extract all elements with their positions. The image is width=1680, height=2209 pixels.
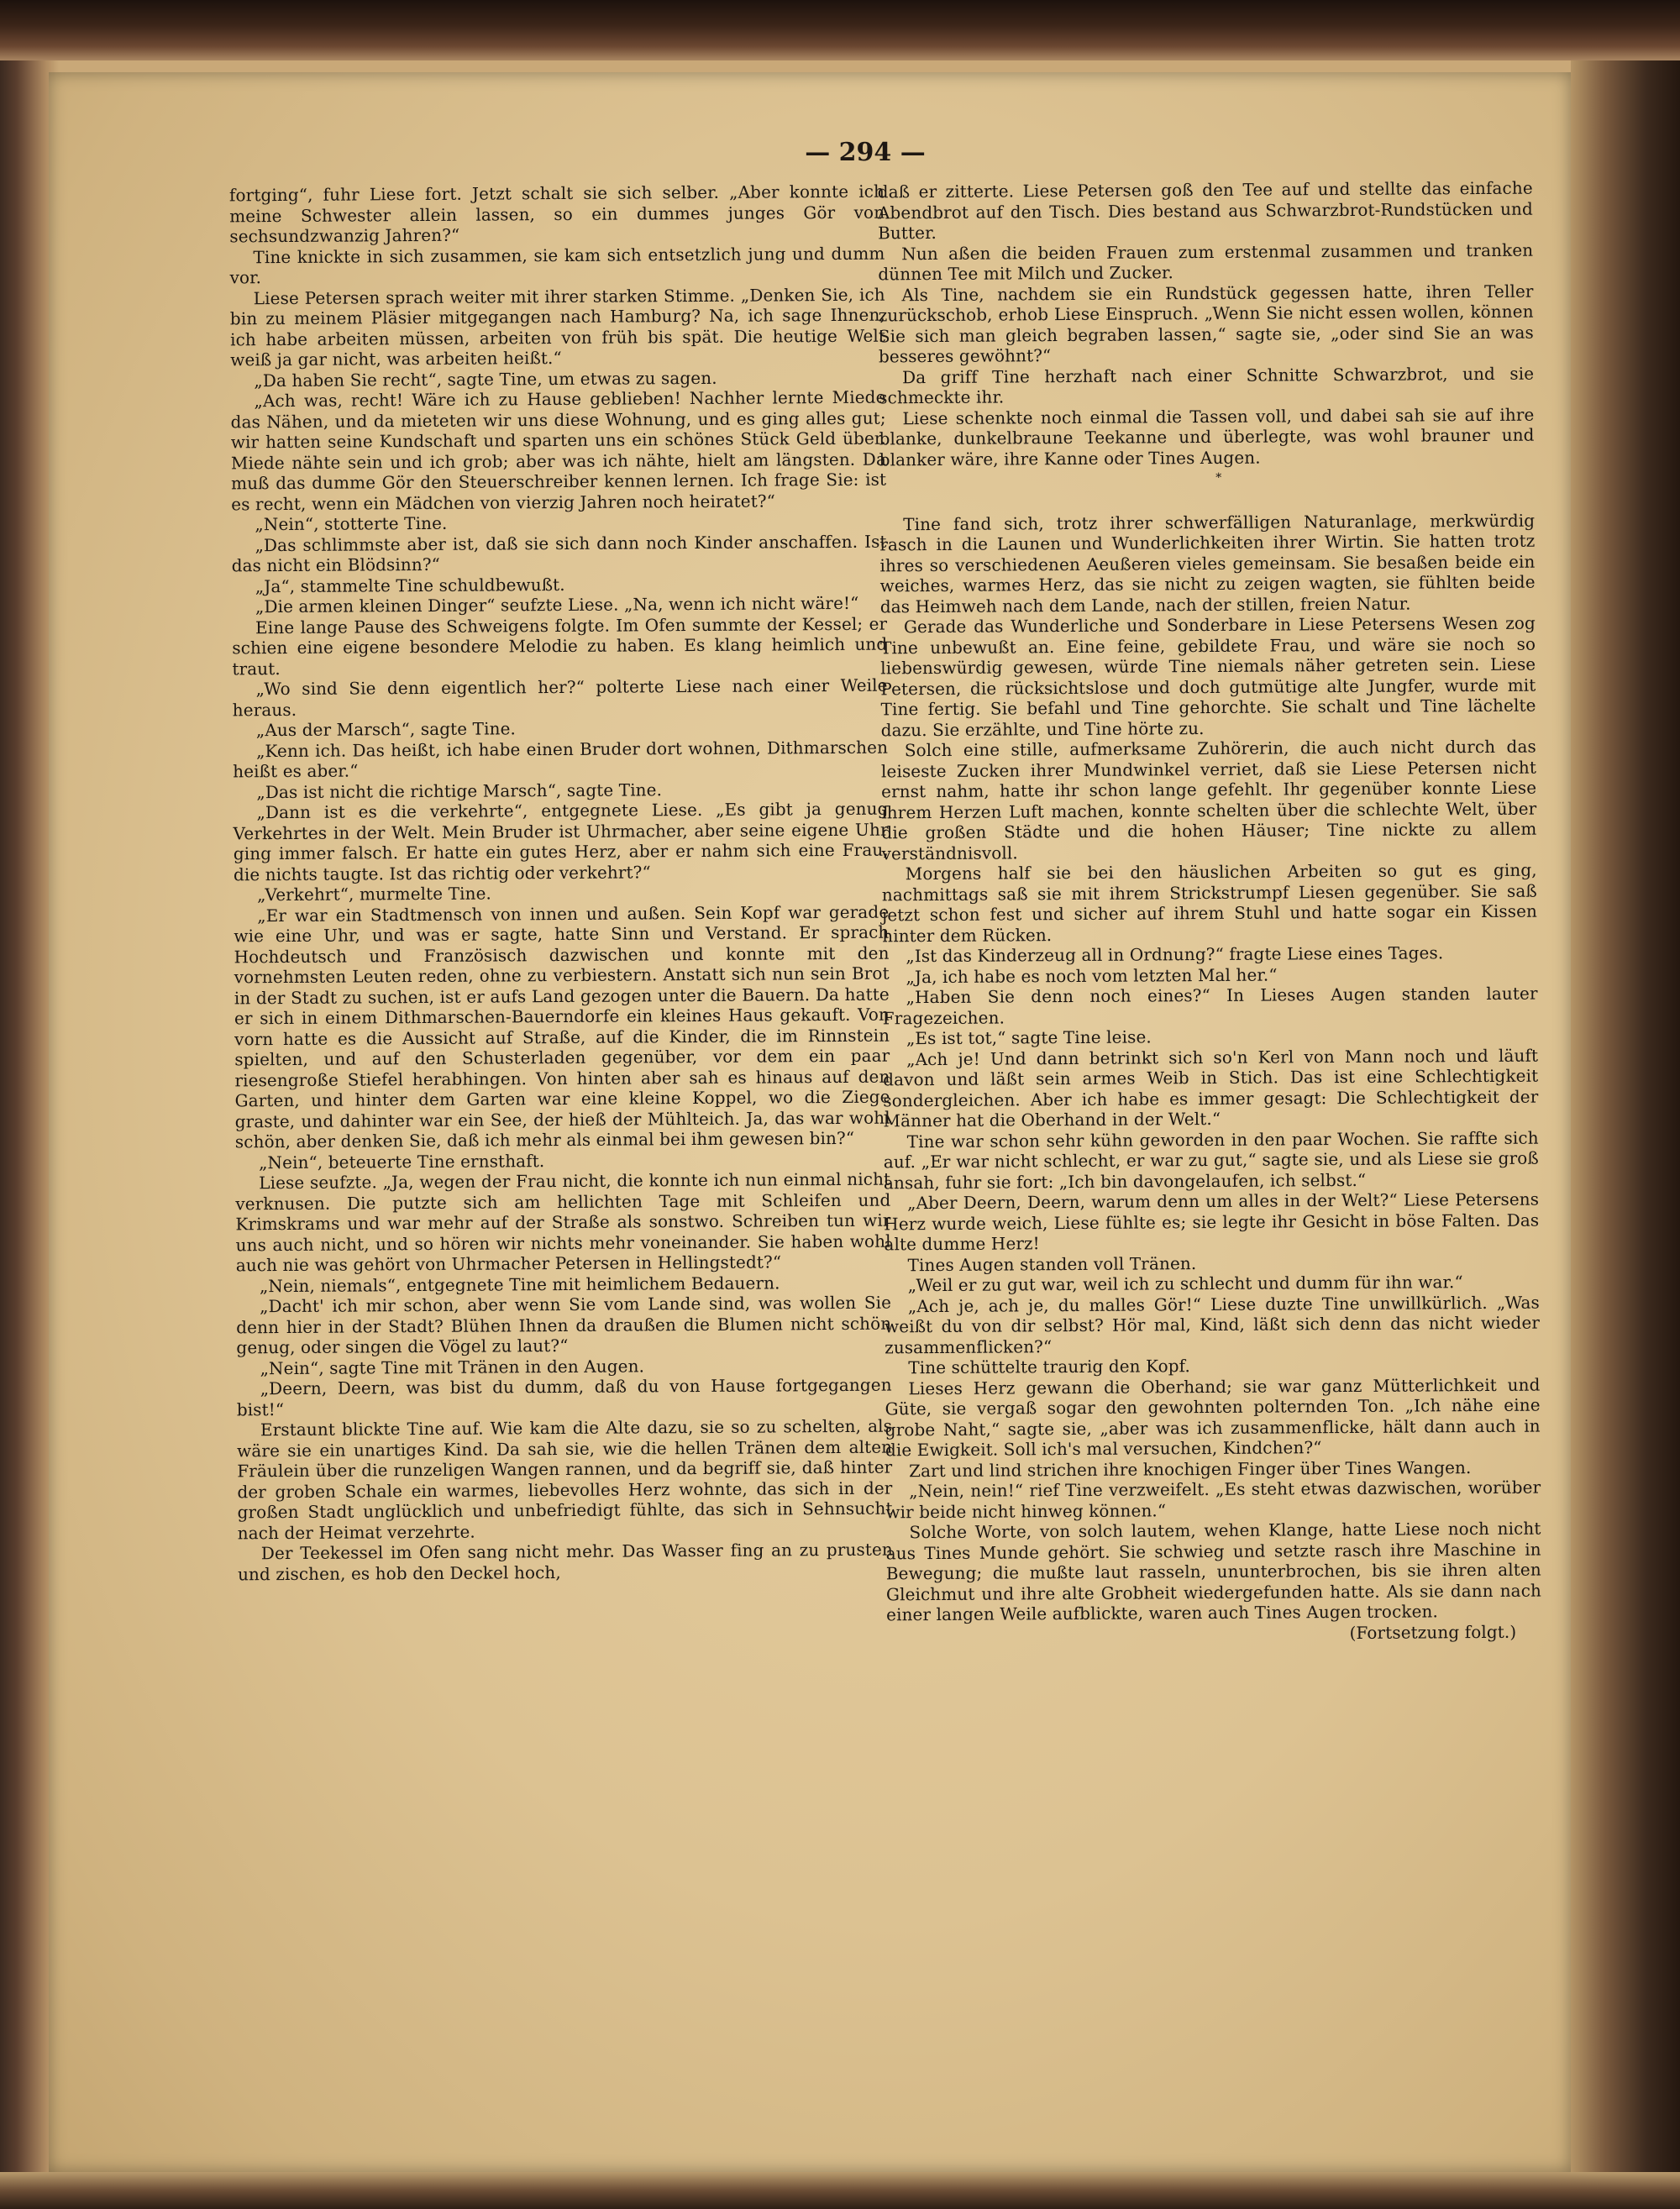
paragraph: Als Tine, nachdem sie ein Rundstück gegessen hatte, ihren Teller zurückschob, erhob Liese Einspruch. „Wenn Sie nicht essen wollen, können Sie sich man gleich begraben lassen,“ sagte sie, „oder sind Sie an was besseres gewöhnt?“ <box>878 281 1534 367</box>
paragraph: „Weil er zu gut war, weil ich zu schlecht und dumm für ihn war.“ <box>907 1272 1463 1296</box>
paragraph: Solche Worte, von solch lautem, wehen Klange, hatte Liese noch nicht aus Tines Munde gehört. Sie schwieg und setzte rasch ihre Maschine in Bewegung; die mußte laut rasseln, ununterbrochen, bis sie ihren alten Gleichmut und ihre alte Grobheit wiedergefunden hatte. Als sie dann nach einer langen Weile aufblickte, waren auch Tines Augen trocken. <box>885 1518 1542 1625</box>
paragraph: „Dann ist es die verkehrte“, entgegnete Liese. „Es gibt ja genug Verkehrtes in der Welt. Mein Bruder ist Uhrmacher, aber seine eigene Uhr ging immer falsch. Er hatte ein gutes Herz, aber er nahm sich eine Frau, die nichts taugte. Ist das richtig oder verkehrt?“ <box>233 798 889 884</box>
page-gutter-shadow <box>1571 60 1680 2209</box>
paragraph: Tine knickte in sich zusammen, sie kam sich entsetzlich jung und dumm vor. <box>229 243 885 288</box>
top-binding-band <box>0 0 1680 60</box>
paragraph: „Verkehrt“, murmelte Tine. <box>257 883 492 905</box>
paragraph: „Wo sind Sie denn eigentlich her?“ polterte Liese nach einer Weile heraus. <box>232 674 888 720</box>
paragraph: fortging“, fuhr Liese fort. Jetzt schalt sie sich selber. „Aber konnte ich meine Schwester allein lassen, so ein dummes junges Gör von sechsundzwanzig Jahren?“ <box>228 181 885 247</box>
paragraph: „Er war ein Stadtmensch von innen und außen. Sein Kopf war gerade wie eine Uhr, und was er sagte, hatte Sinn und Verstand. Er sprach Hochdeutsch und Französisch dazwischen und konnte mit den vornehmsten Leuten reden, ohne zu verbiestern. Anstatt sich nun sein Brot in der Stadt zu suchen, ist er aufs Land gezogen unter die Bauern. Da hatte er sich in einem Dithmarschen-Bauerndorfe ein kleines Haus gekauft. Von vorn hatte es die Aussicht auf Straße, auf die Kinder, die im Rinnstein spielten, und auf den Schusterladen gegenüber, vor dem ein paar riesengroße Stiefel herabhingen. Von hinten aber sah es hinaus auf den Garten, und hinter dem Garten war eine kleine Koppel, wo die Ziege graste, und dahinter war ein See, der hieß der Mühlteich. Ja, das war wohl schön, aber denken Sie, daß ich mehr als einmal bei ihm gewesen bin?“ <box>234 901 890 1152</box>
paragraph: „Deern, Deern, was bist du dumm, daß du von Hause fortgegangen bist!“ <box>236 1374 892 1419</box>
paragraph: „Kenn ich. Das heißt, ich habe einen Bruder dort wohnen, Dithmarschen heißt es aber.“ <box>233 737 889 782</box>
paragraph: „Aber Deern, Deern, warum denn um alles in der Welt?“ Liese Petersens Herz wurde weich, Liese fühlte es; sie legte ihr Gesicht in böse Falten. Das alte dumme Herz! <box>884 1188 1540 1255</box>
paragraph: „Ja, ich habe es noch vom letzten Mal her.“ <box>906 964 1278 987</box>
paragraph: „Es ist tot,“ sagte Tine leise. <box>906 1026 1152 1049</box>
paragraph: „Nein, nein!“ rief Tine verzweifelt. „Es steht etwas dazwischen, worüber wir beide nicht hinweg können.“ <box>885 1477 1541 1522</box>
paragraph: „Ist das Kinderzeug all in Ordnung?“ fragte Liese eines Tages. <box>906 942 1444 967</box>
right-text-column <box>878 178 1542 1646</box>
paragraph: Solch eine stille, aufmerksame Zuhörerin, die auch nicht durch das leiseste Zucken ihrer Mundwinkel verriet, daß sie Liese Petersen nicht ernst nahm, hatte ihr schon lange gefehlt. Ihr gegenüber konnte Liese ihrem Herzen Luft machen, konnte schelten über die schlechte Welt, über die großen Städte und die hohen Häuser; Tine nickte zu allem verständnisvoll. <box>880 736 1537 863</box>
paragraph: Tines Augen standen voll Tränen. <box>907 1252 1197 1275</box>
paragraph: Nun aßen die beiden Frauen zum erstenmal zusammen und tranken dünnen Tee mit Milch und Zucker. <box>878 239 1534 285</box>
paragraph: Zart und lind strichen ihre knochigen Finger über Tines Wangen. <box>908 1456 1472 1481</box>
paragraph: „Nein“, beteuerte Tine ernsthaft. <box>258 1150 545 1173</box>
paragraph: Eine lange Pause des Schweigens folgte. Im Ofen summte der Kessel; er schien eine eigene besondere Melodie zu haben. Es klang heimlich und traut. <box>232 613 888 679</box>
paragraph: Erstaunt blickte Tine auf. Wie kam die Alte dazu, sie so zu schelten, als wäre sie ein unartiges Kind. Da sah sie, wie die hellen Tränen dem alten Fräulein über die runzeligen Wangen rannen, und da begriff sie, daß hinter der groben Schale ein warmes, liebevolles Herz wohnte, das sich in der großen Stadt unglücklich und unbefriedigt fühlte, das sich in Sehnsucht nach der Heimat verzehrte. <box>237 1415 893 1543</box>
continuation-note: (Fortsetzung folgt.) <box>1349 1621 1517 1643</box>
paragraph: „Das ist nicht die richtige Marsch“, sagte Tine. <box>256 779 663 802</box>
paragraph: „Ach je! Und dann betrinkt sich so'n Kerl von Mann noch und läuft davon und läßt sein armes Weib in Stich. Das ist eine Schlechtigkeit sondergleichen. Aber ich habe es immer gesagt: Die Schlechtigkeit der Männer hat die Oberhand in der Welt.“ <box>883 1045 1539 1131</box>
paragraph: Da griff Tine herzhaft nach einer Schnitte Schwarzbrot, und sie schmeckte ihr. <box>879 363 1535 408</box>
page-bottom-shadow <box>0 2172 1680 2209</box>
paragraph: „Ach was, recht! Wäre ich zu Hause geblieben! Nachher lernte Miede das Nähen, und da mieteten wir uns diese Wohnung, und es ging alles gut; wir hatten seine Kundschaft und sparten uns ein schönes Stück Geld über. Miede nähte sein und ich grob; aber was ich nähte, hielt am längsten. Da muß das dumme Gör den Steuerschreiber kennen lernen. Ich frage Sie: ist es recht, wenn ein Mädchen von vierzig Jahren noch heiratet?“ <box>230 386 887 514</box>
paragraph: „Ja“, stammelte Tine schuldbewußt. <box>255 574 565 596</box>
paragraph: daß er zitterte. Liese Petersen goß den Tee auf und stellte das einfache Abendbrot auf den Tisch. Dies bestand aus Schwarzbrot-Rundstücken und Butter. <box>877 177 1533 244</box>
paragraph: „Nein“, sagte Tine mit Tränen in den Augen. <box>260 1355 645 1378</box>
paragraph: Lieses Herz gewann die Oberhand; sie war ganz Mütterlichkeit und Güte, sie vergaß sogar den gewohnten polternden Ton. „Ich nähe eine grobe Naht,“ sagte sie, „aber was ich zusammenflicke, hält dann auch in die Ewigkeit. Soll ich's mal versuchen, Kindchen?“ <box>885 1374 1541 1461</box>
paragraph: Liese seufzte. „Ja, wegen der Frau nicht, die konnte ich nun einmal nicht verknusen. Die putzte sich am hellichten Tage mit Schleifen und Krimskrams und war mehr auf der Straße als sonstwo. Schreiben tun wir uns auch nicht, und so hören wir nichts mehr voneinander. Sie haben wohl auch nie was gehört von Uhrmacher Petersen in Hellingstedt?“ <box>235 1168 891 1276</box>
page-number: — 294 — <box>805 138 926 167</box>
left-text-column <box>229 181 893 1585</box>
paragraph: „Nein“, stotterte Tine. <box>255 512 448 535</box>
paragraph: „Die armen kleinen Dinger“ seufzte Liese. „Na, wenn ich nicht wäre!“ <box>255 592 859 617</box>
paragraph: Tine fand sich, trotz ihrer schwerfälligen Naturanlage, merkwürdig rasch in die Launen und Wunderlichkeiten ihrer Wirtin. Sie hatten trotz ihres so verschiedenen Aeußeren vieles gemeinsam. Sie besaßen beide ein weiches, warmes Herz, das sie nicht zu zeigen wagten, sie fühlten beide das Heimweh nach dem Lande, nach der stillen, freien Natur. <box>879 510 1536 617</box>
paragraph: „Da haben Sie recht“, sagte Tine, um etwas zu sagen. <box>254 367 717 391</box>
paragraph: Tine war schon sehr kühn geworden in den paar Wochen. Sie raffte sich auf. „Er war nicht schlecht, er war zu gut,“ sagte sie, und als Liese sie groß ansah, fuhr sie fort: „Ich bin davongelaufen, ich selbst.“ <box>883 1127 1539 1193</box>
paragraph: „Ach je, ach je, du malles Gör!“ Liese duzte Tine unwillkürlich. „Was weißt du von dir selbst? Hör mal, Kind, läßt sich denn das nicht wieder zusammenflicken?“ <box>884 1292 1541 1357</box>
paragraph: „Das schlimmste aber ist, daß sie sich dann noch Kinder anschaffen. Ist das nicht ein Blödsinn?“ <box>231 531 887 576</box>
paragraph: Gerade das Wunderliche und Sonderbare in Liese Petersens Wesen zog Tine unbewußt an. Eine feine, gebildete Frau, und wäre sie noch so liebenswürdig gewesen, würde Tine niemals näher getreten sein. Liese Petersen, die rücksichtslose und doch gutmütige alte Jungfer, wurde mit Tine fertig. Sie befahl und Tine gehorchte. Sie schalt und Tine lächelte dazu. Sie erzählte, und Tine hörte zu. <box>879 612 1536 740</box>
paragraph: Der Teekessel im Ofen sang nicht mehr. Das Wasser fing an zu prusten und zischen, es hob den Deckel hoch, <box>237 1539 893 1584</box>
paragraph: Liese Petersen sprach weiter mit ihrer starken Stimme. „Denken Sie, ich bin zu meinem Pläsier mitgegangen nach Hamburg? Na, ich sage Ihnen, ich habe arbeiten müssen, arbeiten von früh bis spät. Die heutige Welt weiß ja gar nicht, was arbeiten heißt.“ <box>229 284 886 370</box>
paragraph: „Aus der Marsch“, sagte Tine. <box>255 718 516 741</box>
paragraph: Tine schüttelte traurig den Kopf. <box>908 1356 1190 1378</box>
paragraph: Morgens half sie bei den häuslichen Arbeiten so gut es ging, nachmittags saß sie mit ihrem Strickstrumpf Liesen gegenüber. Sie saß jetzt schon fest und sicher auf ihrem Stuhl und hatte sogar ein Kissen hinter dem Rücken. <box>881 859 1538 946</box>
section-separator: * <box>1215 470 1222 485</box>
paragraph: „Nein, niemals“, entgegnete Tine mit heimlichem Bedauern. <box>259 1272 780 1296</box>
paragraph: „Haben Sie denn noch eines?“ In Lieses Augen standen lauter Fragezeichen. <box>882 983 1538 1028</box>
paragraph: „Dacht' ich mir schon, aber wenn Sie vom Lande sind, was wollen Sie denn hier in der Stadt? Blühen Ihnen da draußen die Blumen nicht schön genug, oder singen die Vögel zu laut?“ <box>236 1292 892 1358</box>
paragraph: Liese schenkte noch einmal die Tassen voll, und dabei sah sie auf ihre blanke, dunkelbraune Teekanne und überlegte, was wohl brauner und blanker wäre, ihre Kanne oder Tines Augen. <box>879 404 1535 470</box>
